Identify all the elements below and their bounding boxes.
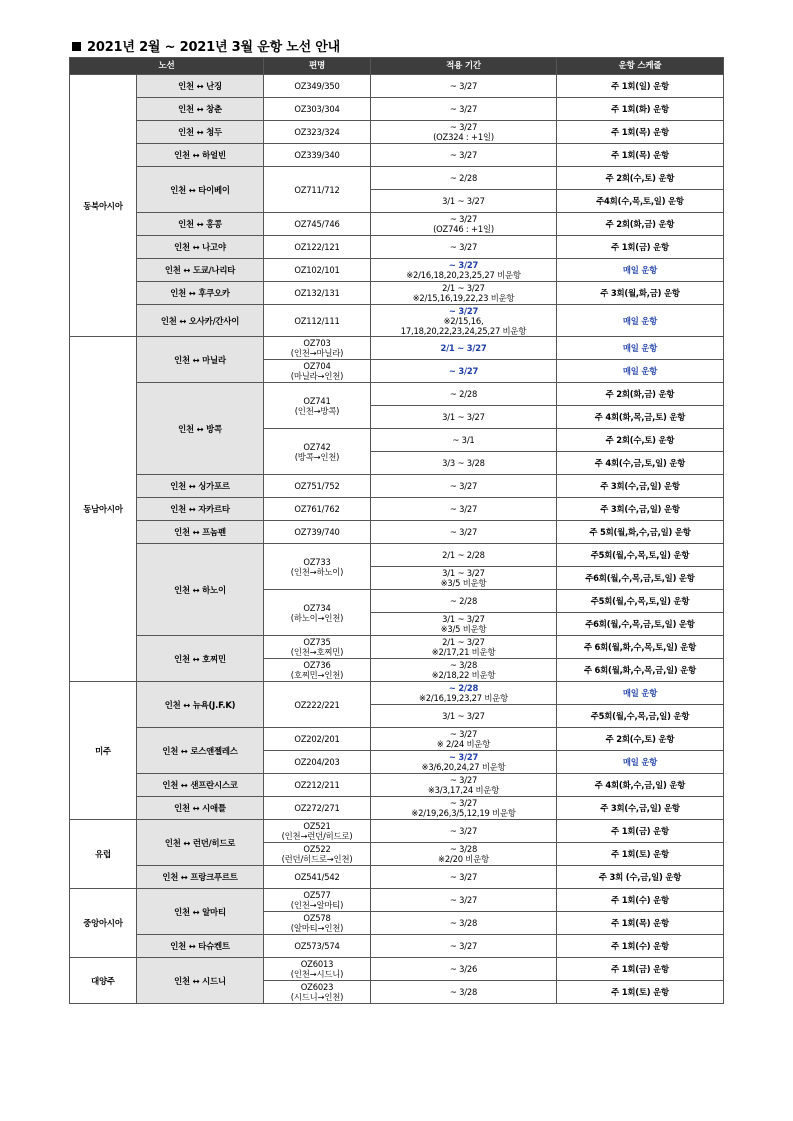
header-route: 노선 xyxy=(70,58,264,75)
bullet-square-icon xyxy=(72,42,81,51)
period-cell: 3/1 ~ 3/27 xyxy=(371,705,557,728)
schedule-cell: 매일 운항 xyxy=(557,360,724,383)
flight-cell: OZ204/203 xyxy=(264,751,371,774)
period-cell: 2/1 ~ 3/27 ※2/17,21 비운항 xyxy=(371,636,557,659)
route-cell: 인천 ↔ 타이베이 xyxy=(137,167,264,213)
period-cell: ~ 3/28 ※2/20 비운항 xyxy=(371,843,557,866)
schedule-cell: 매일 운항 xyxy=(557,259,724,282)
route-cell: 인천 ↔ 시드니 xyxy=(137,958,264,1004)
route-cell: 인천 ↔ 하얼빈 xyxy=(137,144,264,167)
route-cell: 인천 ↔ 프랑크푸르트 xyxy=(137,866,264,889)
header-schedule: 운항 스케줄 xyxy=(557,58,724,75)
table-row xyxy=(70,236,724,259)
region-cell: 미주 xyxy=(70,682,137,820)
table-row xyxy=(70,935,724,958)
schedule-cell: 주6회(월,수,목,금,토,일) 운항 xyxy=(557,613,724,636)
period-cell: ~ 3/27 ※3/3,17,24 비운항 xyxy=(371,774,557,797)
period-cell: ~ 3/27 xyxy=(371,236,557,259)
schedule-cell: 주 1회(토) 운항 xyxy=(557,843,724,866)
period-cell: ~ 3/27 ※2/15,16, 17,18,20,22,23,24,25,27 비운항 xyxy=(371,305,557,337)
table-row xyxy=(70,498,724,521)
schedule-cell: 주5회(월,수,목,금,일) 운항 xyxy=(557,705,724,728)
route-cell: 인천 ↔ 시애틀 xyxy=(137,797,264,820)
route-cell: 인천 ↔ 청두 xyxy=(137,121,264,144)
schedule-cell: 주 3회(수,금,일) 운항 xyxy=(557,475,724,498)
period-cell: 2/1 ~ 2/28 xyxy=(371,544,557,567)
schedule-cell: 주 2회(수,토) 운항 xyxy=(557,167,724,190)
flight-cell: OZ349/350 xyxy=(264,75,371,98)
schedule-cell: 주 3회(수,금,일) 운항 xyxy=(557,797,724,820)
schedule-cell: 주 1회(목) 운항 xyxy=(557,144,724,167)
flight-cell: OZ522 (런던/히드로→인천) xyxy=(264,843,371,866)
period-cell: 3/1 ~ 3/27 xyxy=(371,190,557,213)
flight-cell: OZ735 (인천→호찌민) xyxy=(264,636,371,659)
table-row xyxy=(70,213,724,236)
page-title-text: 2021년 2월 ~ 2021년 3월 운항 노선 안내 xyxy=(87,40,341,55)
flight-cell: OZ733 (인천→하노이) xyxy=(264,544,371,590)
flight-cell: OZ704 (마닐라→인천) xyxy=(264,360,371,383)
flight-cell: OZ734 (하노이→인천) xyxy=(264,590,371,636)
table-row xyxy=(70,889,724,912)
period-cell: ~ 3/27 xyxy=(371,820,557,843)
schedule-cell: 주 1회(금) 운항 xyxy=(557,236,724,259)
flight-cell: OZ212/211 xyxy=(264,774,371,797)
schedule-cell: 주 4회(화,수,금,일) 운항 xyxy=(557,774,724,797)
route-cell: 인천 ↔ 런던/히드로 xyxy=(137,820,264,866)
period-cell: ~ 3/27 xyxy=(371,889,557,912)
flight-cell: OZ761/762 xyxy=(264,498,371,521)
period-cell: ~ 3/27 ※2/19,26,3/5,12,19 비운항 xyxy=(371,797,557,820)
period-cell: ~ 3/27 xyxy=(371,521,557,544)
route-cell: 인천 ↔ 도쿄/나리타 xyxy=(137,259,264,282)
period-cell: ~ 3/27 xyxy=(371,935,557,958)
flight-cell: OZ736 (호찌민→인천) xyxy=(264,659,371,682)
region-cell: 대양주 xyxy=(70,958,137,1004)
flight-cell: OZ339/340 xyxy=(264,144,371,167)
period-cell: ~ 3/27 xyxy=(371,75,557,98)
schedule-cell: 주 2회(수,토) 운항 xyxy=(557,429,724,452)
period-cell: ~ 3/28 xyxy=(371,981,557,1004)
page-title xyxy=(72,36,340,55)
table-row xyxy=(70,820,724,843)
period-cell: ~ 3/27 ※2/16,18,20,23,25,27 비운항 xyxy=(371,259,557,282)
flight-cell: OZ741 (인천→방콕) xyxy=(264,383,371,429)
period-cell: ~ 3/27 xyxy=(371,144,557,167)
header-period: 적용 기간 xyxy=(371,58,557,75)
flight-cell: OZ323/324 xyxy=(264,121,371,144)
period-cell: 3/1 ~ 3/27 ※3/5 비운항 xyxy=(371,613,557,636)
schedule-cell: 주 3회(수,금,일) 운항 xyxy=(557,498,724,521)
period-cell: ~ 3/27 xyxy=(371,475,557,498)
region-cell: 동남아시아 xyxy=(70,337,137,682)
table-row xyxy=(70,282,724,305)
flight-cell: OZ578 (알마티→인천) xyxy=(264,912,371,935)
flight-cell: OZ711/712 xyxy=(264,167,371,213)
route-cell: 인천 ↔ 샌프란시스코 xyxy=(137,774,264,797)
period-cell: ~ 3/27 xyxy=(371,866,557,889)
schedule-cell: 주 1회(목) 운항 xyxy=(557,121,724,144)
table-row xyxy=(70,521,724,544)
table-row xyxy=(70,259,724,282)
schedule-cell: 주 6회(월,화,수,목,금,일) 운항 xyxy=(557,659,724,682)
table-row xyxy=(70,544,724,567)
table-row xyxy=(70,682,724,705)
period-cell: ~ 3/27 xyxy=(371,98,557,121)
route-cell: 인천 ↔ 뉴욕(J.F.K) xyxy=(137,682,264,728)
period-cell: ~ 3/27 (OZ324 : +1일) xyxy=(371,121,557,144)
schedule-cell: 주 4회(수,금,토,일) 운항 xyxy=(557,452,724,475)
route-cell: 인천 ↔ 후쿠오카 xyxy=(137,282,264,305)
period-cell: 2/1 ~ 3/27 xyxy=(371,337,557,360)
flight-cell: OZ742 (방콕→인천) xyxy=(264,429,371,475)
table-row xyxy=(70,958,724,981)
flight-cell: OZ577 (인천→알마티) xyxy=(264,889,371,912)
period-cell: ~ 3/27 ※3/6,20,24,27 비운항 xyxy=(371,751,557,774)
table-row xyxy=(70,475,724,498)
flight-cell: OZ739/740 xyxy=(264,521,371,544)
flight-cell: OZ272/271 xyxy=(264,797,371,820)
table-row xyxy=(70,75,724,98)
schedule-cell: 주 5회(월,화,수,금,일) 운항 xyxy=(557,521,724,544)
schedule-cell: 주5회(월,수,목,토,일) 운항 xyxy=(557,590,724,613)
period-cell: ~ 3/28 ※2/18,22 비운항 xyxy=(371,659,557,682)
table-row xyxy=(70,866,724,889)
route-cell: 인천 ↔ 마닐라 xyxy=(137,337,264,383)
route-cell: 인천 ↔ 오사카/간사이 xyxy=(137,305,264,337)
table-row xyxy=(70,383,724,406)
route-cell: 인천 ↔ 프놈펜 xyxy=(137,521,264,544)
schedule-cell: 주 1회(화) 운항 xyxy=(557,98,724,121)
schedule-cell: 매일 운항 xyxy=(557,682,724,705)
region-cell: 중앙아시아 xyxy=(70,889,137,958)
region-cell: 동북아시아 xyxy=(70,75,137,337)
flight-cell: OZ102/101 xyxy=(264,259,371,282)
schedule-cell: 주 2회(화,금) 운항 xyxy=(557,383,724,406)
schedule-cell: 주 3회(월,화,금) 운항 xyxy=(557,282,724,305)
flight-cell: OZ132/131 xyxy=(264,282,371,305)
route-cell: 인천 ↔ 싱가포르 xyxy=(137,475,264,498)
flight-cell: OZ703 (인천→마닐라) xyxy=(264,337,371,360)
flight-cell: OZ6023 (시드니→인천) xyxy=(264,981,371,1004)
schedule-cell: 주6회(월,수,목,금,토,일) 운항 xyxy=(557,567,724,590)
route-cell: 인천 ↔ 창춘 xyxy=(137,98,264,121)
period-cell: 3/3 ~ 3/28 xyxy=(371,452,557,475)
table-row xyxy=(70,636,724,659)
table-row xyxy=(70,305,724,337)
schedule-cell: 매일 운항 xyxy=(557,305,724,337)
schedule-cell: 주5회(월,수,목,토,일) 운항 xyxy=(557,544,724,567)
route-cell: 인천 ↔ 타슈켄트 xyxy=(137,935,264,958)
period-cell: 2/1 ~ 3/27 ※2/15,16,19,22,23 비운항 xyxy=(371,282,557,305)
route-cell: 인천 ↔ 알마티 xyxy=(137,889,264,935)
period-cell: ~ 2/28 xyxy=(371,590,557,613)
period-cell: ~ 3/27 xyxy=(371,498,557,521)
period-cell: ~ 3/27 (OZ746 : +1일) xyxy=(371,213,557,236)
flight-cell: OZ303/304 xyxy=(264,98,371,121)
table-row xyxy=(70,121,724,144)
table-row xyxy=(70,98,724,121)
route-cell: 인천 ↔ 하노이 xyxy=(137,544,264,636)
route-cell: 인천 ↔ 난징 xyxy=(137,75,264,98)
schedule-cell: 주 1회(수) 운항 xyxy=(557,935,724,958)
flight-cell: OZ541/542 xyxy=(264,866,371,889)
table-row xyxy=(70,337,724,360)
period-cell: ~ 3/27 xyxy=(371,360,557,383)
flight-cell: OZ521 (인천→런던/히드로) xyxy=(264,820,371,843)
flight-cell: OZ745/746 xyxy=(264,213,371,236)
period-cell: 3/1 ~ 3/27 xyxy=(371,406,557,429)
period-cell: ~ 3/28 xyxy=(371,912,557,935)
schedule-cell: 주4회(수,목,토,일) 운항 xyxy=(557,190,724,213)
schedule-cell: 주 3회 (수,금,일) 운항 xyxy=(557,866,724,889)
flight-cell: OZ122/121 xyxy=(264,236,371,259)
flight-cell: OZ573/574 xyxy=(264,935,371,958)
route-cell: 인천 ↔ 방콕 xyxy=(137,383,264,475)
table-row xyxy=(70,774,724,797)
schedule-cell: 주 1회(수) 운항 xyxy=(557,889,724,912)
period-cell: ~ 2/28 ※2/16,19,23,27 비운항 xyxy=(371,682,557,705)
period-cell: ~ 3/1 xyxy=(371,429,557,452)
flight-cell: OZ202/201 xyxy=(264,728,371,751)
table-row xyxy=(70,728,724,751)
schedule-cell: 주 1회(일) 운항 xyxy=(557,75,724,98)
route-cell: 인천 ↔ 로스앤젤레스 xyxy=(137,728,264,774)
schedule-cell: 주 1회(금) 운항 xyxy=(557,958,724,981)
period-cell: ~ 2/28 xyxy=(371,383,557,406)
schedule-cell: 주 6회(월,화,수,목,토,일) 운항 xyxy=(557,636,724,659)
flight-schedule-table xyxy=(69,57,724,1004)
route-cell: 인천 ↔ 나고야 xyxy=(137,236,264,259)
header-flight: 편명 xyxy=(264,58,371,75)
route-cell: 인천 ↔ 자카르타 xyxy=(137,498,264,521)
schedule-cell: 주 1회(금) 운항 xyxy=(557,820,724,843)
route-cell: 인천 ↔ 호찌민 xyxy=(137,636,264,682)
schedule-cell: 주 2회(수,토) 운항 xyxy=(557,728,724,751)
table-row xyxy=(70,144,724,167)
table-header-row xyxy=(70,58,724,75)
flight-cell: OZ6013 (인천→시드니) xyxy=(264,958,371,981)
period-cell: 3/1 ~ 3/27 ※3/5 비운항 xyxy=(371,567,557,590)
schedule-cell: 매일 운항 xyxy=(557,751,724,774)
schedule-cell: 매일 운항 xyxy=(557,337,724,360)
period-cell: ~ 2/28 xyxy=(371,167,557,190)
schedule-cell: 주 1회(토) 운항 xyxy=(557,981,724,1004)
period-cell: ~ 3/26 xyxy=(371,958,557,981)
schedule-cell: 주 2회(화,금) 운항 xyxy=(557,213,724,236)
period-cell: ~ 3/27 ※ 2/24 비운항 xyxy=(371,728,557,751)
region-cell: 유럽 xyxy=(70,820,137,889)
flight-cell: OZ112/111 xyxy=(264,305,371,337)
route-cell: 인천 ↔ 홍콩 xyxy=(137,213,264,236)
table-row xyxy=(70,797,724,820)
schedule-cell: 주 1회(목) 운항 xyxy=(557,912,724,935)
table-row xyxy=(70,167,724,190)
flight-cell: OZ222/221 xyxy=(264,682,371,728)
flight-cell: OZ751/752 xyxy=(264,475,371,498)
schedule-cell: 주 4회(화,목,금,토) 운항 xyxy=(557,406,724,429)
